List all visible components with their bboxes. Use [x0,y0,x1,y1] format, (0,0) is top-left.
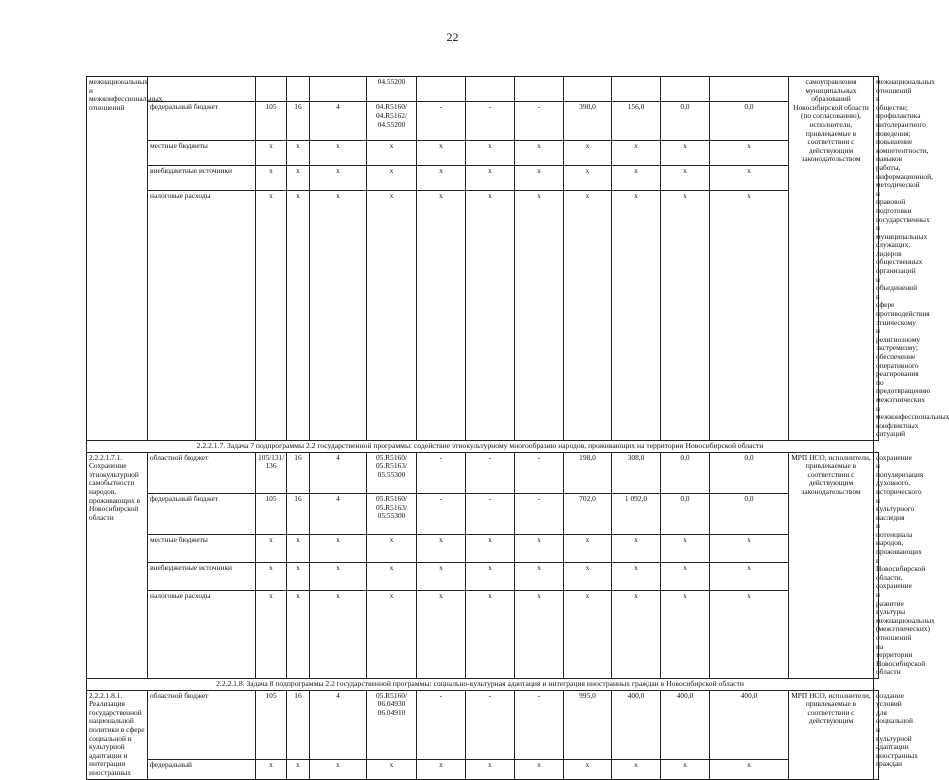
value-cell: 4 [310,102,367,140]
value-cell: x [310,590,367,678]
funding-source: внебюджетные источники [148,562,256,590]
value-cell: x [661,166,710,191]
value-cell: 390,0 [564,102,612,140]
value-cell: x [564,166,612,191]
value-cell: x [710,759,789,779]
value-cell: 4 [310,493,367,534]
table-row [87,590,879,678]
task-header-row [87,440,879,452]
value-cell: x [515,759,564,779]
value-cell: x [310,535,367,563]
funding-source: областной бюджет [148,452,256,493]
value-cell: 04.R5160/ 04.R5162/ 04.55200 [367,102,417,140]
value-cell: x [367,535,417,563]
funding-source: местные бюджеты [148,535,256,563]
value-cell: x [417,166,466,191]
task-title: 2.2.2.1.7. Задача 7 подпрограммы 2.2 государственной программы: содействие этнокультурному многообразию народов, проживающих на территории Новосибирской области [87,440,874,452]
value-cell: 105 [256,690,287,759]
value-cell: x [417,140,466,165]
value-cell: x [612,140,661,165]
value-cell: x [612,535,661,563]
value-cell: 105 [256,493,287,534]
value-cell: x [710,191,789,440]
value-cell: x [710,562,789,590]
table-row [87,759,879,779]
value-cell: x [612,562,661,590]
funding-source: федеральный бюджет [148,102,256,140]
value-cell: 16 [287,690,310,759]
value-cell: - [515,493,564,534]
value-cell: x [710,590,789,678]
value-cell [710,77,789,102]
value-cell: x [466,535,515,563]
value-cell: x [661,191,710,440]
value-cell: 16 [287,452,310,493]
funding-source: налоговые расходы [148,191,256,440]
value-cell: x [710,535,789,563]
value-cell: x [612,590,661,678]
value-cell: x [710,166,789,191]
value-cell: 05.R5160/ 06.04930 06.04910 [367,690,417,759]
value-cell: x [417,562,466,590]
value-cell: x [515,535,564,563]
value-cell [287,77,310,102]
value-cell: x [367,590,417,678]
value-cell: x [466,166,515,191]
value-cell: x [287,166,310,191]
value-cell: x [564,191,612,440]
value-cell: x [564,562,612,590]
value-cell: x [564,590,612,678]
value-cell: x [417,535,466,563]
value-cell: x [256,191,287,440]
table-row [87,493,879,534]
value-cell: x [515,140,564,165]
value-cell: 04.55200 [367,77,417,102]
page-number: 22 [446,30,459,44]
value-cell: x [367,191,417,440]
value-cell: 400,0 [612,690,661,759]
funding-source: местные бюджеты [148,140,256,165]
value-cell: x [515,590,564,678]
value-cell: 308,0 [612,452,661,493]
value-cell: x [310,140,367,165]
value-cell: 0,0 [661,102,710,140]
value-cell: 198,0 [564,452,612,493]
value-cell: 05.R5160/ 05.R5163/ 05.55300 [367,493,417,534]
value-cell: 156,0 [612,102,661,140]
value-cell: x [367,759,417,779]
value-cell: - [417,102,466,140]
value-cell: x [310,759,367,779]
value-cell: 400,0 [710,690,789,759]
expected-result: сохранение и популяризация духовного, исторического и культурного наследия и потенциала народов, проживающих в Новосибирской области, сохранение и развитие культуры межнациональных (межэтнических) отношений на территории Новосибирской области [874,452,879,678]
funding-source [148,77,256,102]
value-cell: x [310,191,367,440]
value-cell: x [466,140,515,165]
value-cell: x [310,562,367,590]
value-cell: x [367,562,417,590]
value-cell: x [417,191,466,440]
value-cell: 4 [310,690,367,759]
funding-source: областной бюджет [148,690,256,759]
value-cell: 0,0 [661,452,710,493]
value-cell: x [417,759,466,779]
value-cell: x [612,191,661,440]
table-row [87,140,879,165]
value-cell: - [515,452,564,493]
value-cell: x [367,140,417,165]
funding-source: внебюджетные источники [148,166,256,191]
value-cell: x [612,166,661,191]
table-row [87,166,879,191]
value-cell: 995,0 [564,690,612,759]
value-cell: x [661,535,710,563]
value-cell: x [661,562,710,590]
expected-result: создание условий для социальной и культурной адаптации иностранных граждан [874,690,879,779]
value-cell: - [417,493,466,534]
executor: МРП НСО, исполнители, привлекаемые в соответствии с действующим законодательством [789,452,874,678]
value-cell: 05.R5160/ 05.R5163/ 05.55300 [367,452,417,493]
value-cell: x [256,166,287,191]
value-cell: 0,0 [710,452,789,493]
value-cell: x [287,535,310,563]
value-cell: x [367,166,417,191]
value-cell: 702,0 [564,493,612,534]
value-cell: x [466,562,515,590]
value-cell: x [466,590,515,678]
value-cell: x [287,140,310,165]
table-row [87,102,879,140]
task-header-row [87,678,879,690]
value-cell: - [515,690,564,759]
value-cell: x [612,759,661,779]
table-row [87,535,879,563]
executor: МРП НСО, исполнители, привлекаемые в соответствии с действующим [789,690,874,779]
funding-source: федеральный бюджет [148,493,256,534]
value-cell [417,77,466,102]
measure-name: 2.2.2.1.7.1. Сохранение этнокультурной самобытности народов, проживающих в Новосибирской области [87,452,148,678]
value-cell: x [564,535,612,563]
value-cell: x [256,590,287,678]
funding-source: федеральный [148,759,256,779]
value-cell [612,77,661,102]
task-title: 2.2.2.1.8. Задача 8 подпрограммы 2.2 государственной программы: социально-культурная адаптация и интеграция иностранных граждан в Новосибирской области [87,678,874,690]
value-cell: - [417,452,466,493]
value-cell: x [310,166,367,191]
value-cell: 1 092,0 [612,493,661,534]
value-cell: x [515,191,564,440]
value-cell: x [564,759,612,779]
value-cell: x [417,590,466,678]
value-cell [661,77,710,102]
value-cell: - [466,493,515,534]
value-cell: x [710,140,789,165]
funding-source: налоговые расходы [148,590,256,678]
measure-name: 2.2.2.1.8.1. Реализация государственной национальной политики в сфере социальной и культурной адаптации и интеграции иностранных [87,690,148,779]
value-cell: x [287,562,310,590]
value-cell: 0,0 [661,493,710,534]
table-row [87,562,879,590]
value-cell: x [256,535,287,563]
value-cell: x [466,759,515,779]
value-cell: - [466,452,515,493]
value-cell [515,77,564,102]
value-cell: - [417,690,466,759]
value-cell: x [287,191,310,440]
program-table [86,76,949,780]
value-cell: x [287,759,310,779]
value-cell: 105/131/ 136 [256,452,287,493]
value-cell: 16 [287,102,310,140]
value-cell [310,77,367,102]
value-cell: x [564,140,612,165]
value-cell: 4 [310,452,367,493]
value-cell: x [515,562,564,590]
measure-name: межнациональных и межконфессиональных отношений [87,77,148,441]
value-cell [564,77,612,102]
value-cell: x [661,590,710,678]
value-cell: x [256,759,287,779]
expected-result: межнациональных отношений в обществе; профилактика интолерантного поведения; повышение компетентности, навыков работы, информационной, методической и правовой подготовки государственных и муниципальных служащих, лидеров общественных организаций и объединений в сфере противодействия этническому и религиозному экстремизму; обеспечение оперативного реагирования по предотвращению межэтнических и межконфессиональных конфликтных ситуаций [874,77,879,441]
value-cell: - [515,102,564,140]
value-cell: 16 [287,493,310,534]
value-cell: x [466,191,515,440]
table-row [87,77,879,102]
value-cell: x [256,562,287,590]
value-cell: 0,0 [710,102,789,140]
value-cell: x [287,590,310,678]
value-cell: x [256,140,287,165]
table-row [87,191,879,440]
value-cell: 0,0 [710,493,789,534]
value-cell [466,77,515,102]
executor: самоуправления муниципальных образований Новосибирской области (по согласованию), исполнители, привлекаемые в соответствии с действующим законодательством [789,77,874,441]
value-cell: x [661,140,710,165]
value-cell: 400,0 [661,690,710,759]
value-cell [256,77,287,102]
value-cell: - [466,102,515,140]
table-row [87,452,879,493]
value-cell: - [466,690,515,759]
table-row [87,690,879,759]
value-cell: 105 [256,102,287,140]
value-cell: x [661,759,710,779]
value-cell: x [515,166,564,191]
